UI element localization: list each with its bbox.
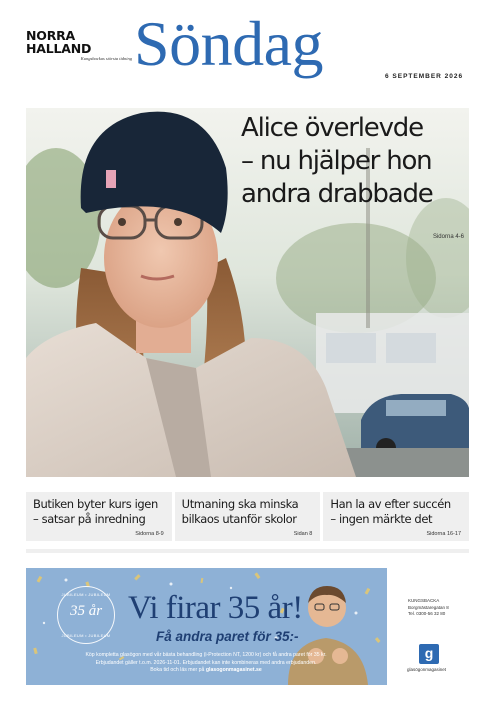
store-info: [408, 598, 449, 618]
edition-date: 6 SEPTEMBER 2026: [385, 73, 464, 80]
ad-headline: Vi firar 35 år!: [128, 590, 303, 626]
section-divider: [26, 549, 469, 553]
lead-headline-line-1: Alice överlevde: [241, 113, 423, 143]
ad-website-link[interactable]: glasogonmagasinet.se: [205, 667, 262, 673]
teaser-item[interactable]: [320, 492, 469, 541]
store-logo-letter: g: [424, 645, 434, 661]
seal-years: 35 år: [69, 603, 103, 619]
store-address: Borgmästaregatan 8: [408, 604, 449, 610]
lead-headline-line-3: andra drabbade: [241, 179, 433, 209]
teaser-line-2: – ingen märkte det: [330, 512, 433, 526]
ad-fine-line-1: Köp kompletta glasögon med vår bästa behandling (i-Protection NT, 1200 kr) och få andra paret för 35 kr.: [85, 652, 327, 658]
ad-fine-line-2: Erbjudandet gäller t.o.m. 2026-11-01. Erbjudandet kan inte kombineras med andra erbjudanden.: [95, 659, 317, 666]
lead-page-ref: Sidorna 4-6: [432, 234, 464, 240]
teaser-line-1: Butiken byter kurs igen: [33, 497, 158, 511]
teaser-row: [26, 492, 469, 541]
teaser-line-2: bilkaos utanför skolor: [181, 512, 297, 526]
teaser-line-1: Utmaning ska minska: [181, 497, 299, 511]
teaser-item[interactable]: [172, 492, 321, 541]
jubilee-seal: [57, 586, 115, 644]
teaser-item[interactable]: [26, 492, 172, 541]
edition-title: Söndag: [134, 8, 323, 79]
teaser-line-1: Han la av efter succén: [330, 497, 451, 511]
teaser-page-ref: Sidan 8: [293, 531, 313, 537]
ad-fine-line-3: [46, 667, 366, 675]
store-phone: Tel. 0300-56 32 80: [408, 611, 446, 616]
teaser-line-2: – satsar på inredning: [33, 512, 146, 526]
brand-logo[interactable]: [26, 29, 132, 61]
store-logo-icon[interactable]: [419, 644, 439, 664]
lead-headline[interactable]: [241, 112, 466, 211]
brand-tagline: Kungsbackas största tidning: [80, 56, 132, 61]
brand-name: NORRA HALLAND: [26, 28, 92, 56]
advertisement-banner[interactable]: [26, 568, 387, 685]
teaser-page-ref: Sidorna 16-17: [426, 531, 462, 537]
seal-ring-text-top: JUBILEUM • JUBILEUM: [61, 592, 111, 597]
store-logo-text: glasögonmagasinet: [407, 667, 447, 672]
lead-headline-line-2: – nu hjälper hon: [241, 146, 432, 176]
ad-fine-print: [46, 652, 366, 675]
store-city: KUNGSBACKA: [408, 598, 440, 603]
ad-fine-prefix: Boka tid och läs mer på: [150, 667, 205, 673]
teaser-page-ref: Sidorna 8-9: [135, 531, 164, 537]
ad-subline: Få andra paret för 35:-: [156, 629, 299, 644]
seal-ring-text-bottom: JUBILEUM • JUBILEUM: [61, 633, 111, 638]
